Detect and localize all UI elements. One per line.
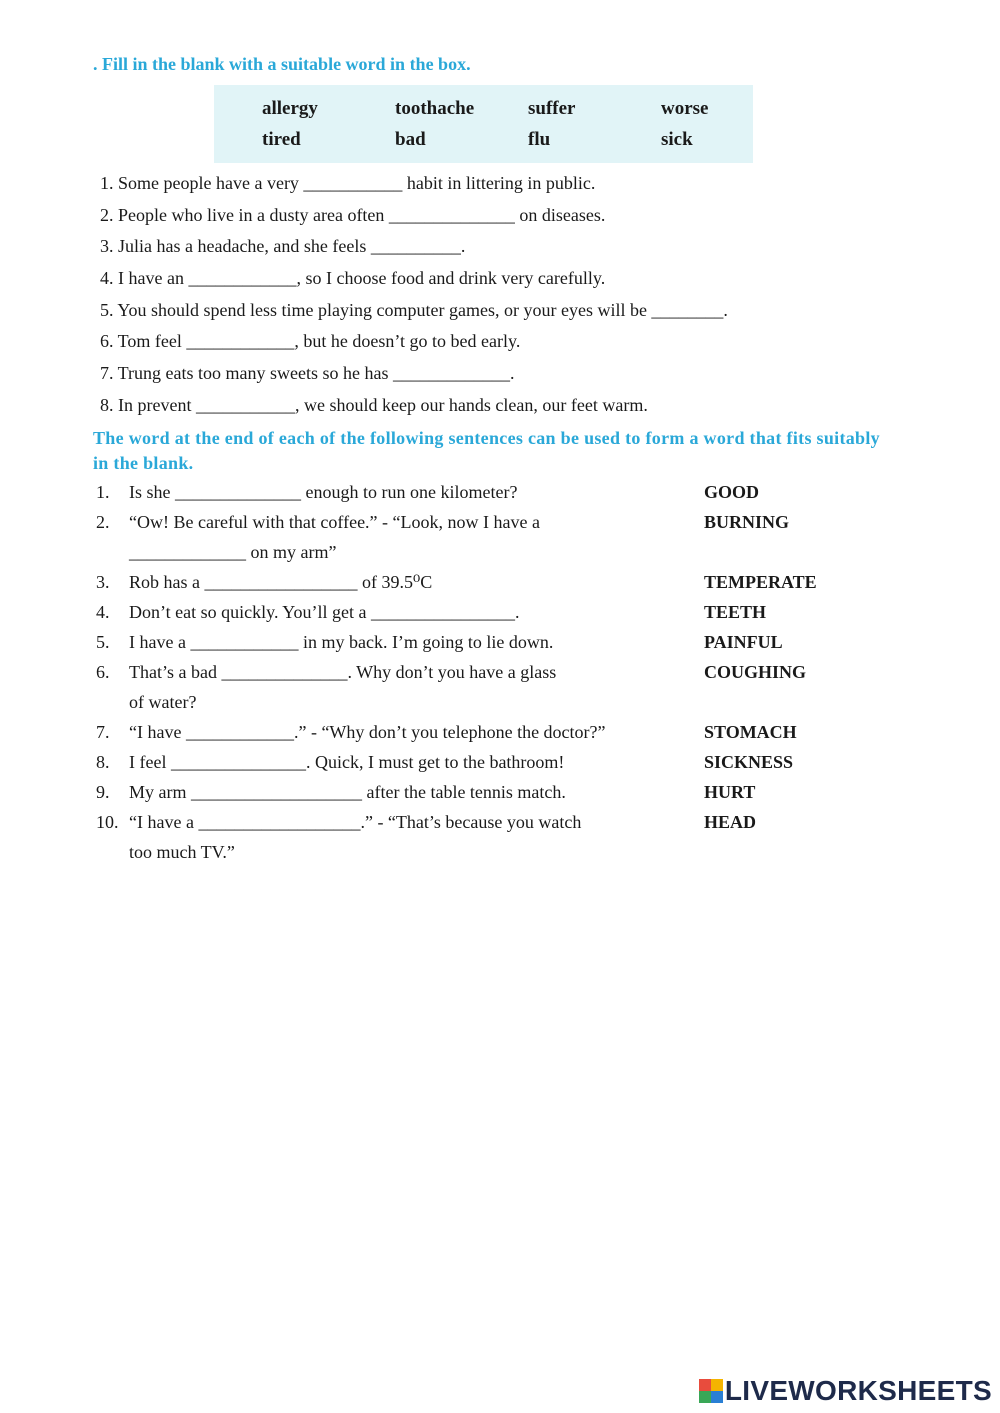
word-option: flu [528, 129, 551, 150]
logo-square [699, 1391, 711, 1403]
word-option: allergy [262, 98, 318, 119]
word-option: sick [661, 129, 693, 150]
logo-square [711, 1379, 723, 1391]
word-option: worse [661, 98, 709, 119]
exercise1-heading: . Fill in the blank with a suitable word in the box. [93, 54, 471, 74]
item-keyword: SICKNESS [704, 752, 794, 772]
item-number: 10. [96, 812, 119, 832]
logo-square [711, 1391, 723, 1403]
item-number: 9. [96, 782, 110, 802]
item-keyword: TEETH [704, 602, 767, 622]
word-option: bad [395, 129, 426, 150]
item-number: 3. [96, 572, 110, 592]
item-number: 4. [96, 602, 110, 622]
exercise1-item: 7. Trung eats too many sweets so he has _____________. [100, 363, 515, 384]
exercise2-item [96, 717, 896, 747]
liveworksheets-logo-icon [699, 1379, 723, 1403]
item-keyword: COUGHING [704, 662, 807, 682]
word-option: toothache [395, 98, 475, 119]
logo-square [699, 1379, 711, 1391]
exercise2-item [96, 597, 896, 627]
exercise1-item: 8. In prevent ___________, we should keep our hands clean, our feet warm. [100, 394, 648, 415]
item-continuation: too much TV.” [129, 842, 235, 862]
item-keyword: HURT [704, 782, 756, 802]
exercise2-item [96, 507, 896, 537]
item-number: 6. [96, 662, 110, 682]
item-text: Is she ______________ enough to run one kilometer? [129, 482, 518, 502]
item-text: “Ow! Be careful with that coffee.” - “Look, now I have a [129, 512, 540, 532]
item-keyword: STOMACH [704, 722, 797, 742]
item-continuation: _____________ on my arm” [129, 542, 337, 562]
item-number: 1. [96, 482, 110, 502]
exercise1-item: 1. Some people have a very ___________ habit in littering in public. [100, 173, 596, 193]
exercise2-item [96, 777, 896, 807]
liveworksheets-logo[interactable] [699, 1375, 992, 1407]
item-text: My arm ___________________ after the table tennis match. [129, 782, 566, 802]
word-option: tired [262, 129, 301, 150]
item-text: “I have ____________.” - “Why don’t you telephone the doctor?” [129, 722, 606, 742]
item-number: 7. [96, 722, 110, 742]
exercise2-item [96, 477, 896, 507]
word-box [214, 85, 753, 163]
exercise2-item [96, 747, 896, 777]
item-text: Don’t eat so quickly. You’ll get a ________________. [129, 602, 520, 622]
exercise1-item: 3. Julia has a headache, and she feels __________. [100, 236, 466, 257]
item-number: 8. [96, 752, 110, 772]
exercise1-item: 5. You should spend less time playing computer games, or your eyes will be ________. [100, 299, 728, 320]
item-keyword: BURNING [704, 512, 790, 532]
exercise1-item: 2. People who live in a dusty area often ______________ on diseases. [100, 204, 606, 225]
exercise2-item [96, 807, 896, 837]
item-text: “I have a __________________.” - “That’s because you watch [129, 812, 582, 832]
item-text: I feel _______________. Quick, I must get to the bathroom! [129, 752, 565, 772]
exercise2-item [96, 627, 896, 657]
item-text: That’s a bad ______________. Why don’t you have a glass [129, 662, 557, 682]
item-number: 2. [96, 512, 110, 532]
exercise2-item [96, 567, 896, 597]
word-option: suffer [528, 98, 576, 119]
exercise2-list [96, 477, 896, 867]
liveworksheets-logo-text: LIVEWORKSHEETS [724, 1375, 992, 1406]
item-text: Rob has a _________________ of 39.5⁰C [129, 572, 433, 592]
exercise1-list [100, 168, 900, 422]
item-number: 5. [96, 632, 110, 652]
exercise2-heading: The word at the end of each of the following sentences can be used to form a word that fits suitably in the blank. [93, 428, 880, 473]
exercise2-item [96, 657, 896, 687]
item-keyword: TEMPERATE [704, 572, 817, 592]
exercise1-item: 4. I have an ____________, so I choose food and drink very carefully. [100, 268, 606, 289]
item-text: I have a ____________ in my back. I’m going to lie down. [129, 632, 554, 652]
exercise1-item: 6. Tom feel ____________, but he doesn’t go to bed early. [100, 331, 521, 352]
item-keyword: PAINFUL [704, 632, 783, 652]
item-continuation: of water? [129, 692, 197, 712]
item-keyword: HEAD [704, 812, 757, 832]
item-keyword: GOOD [704, 482, 760, 502]
